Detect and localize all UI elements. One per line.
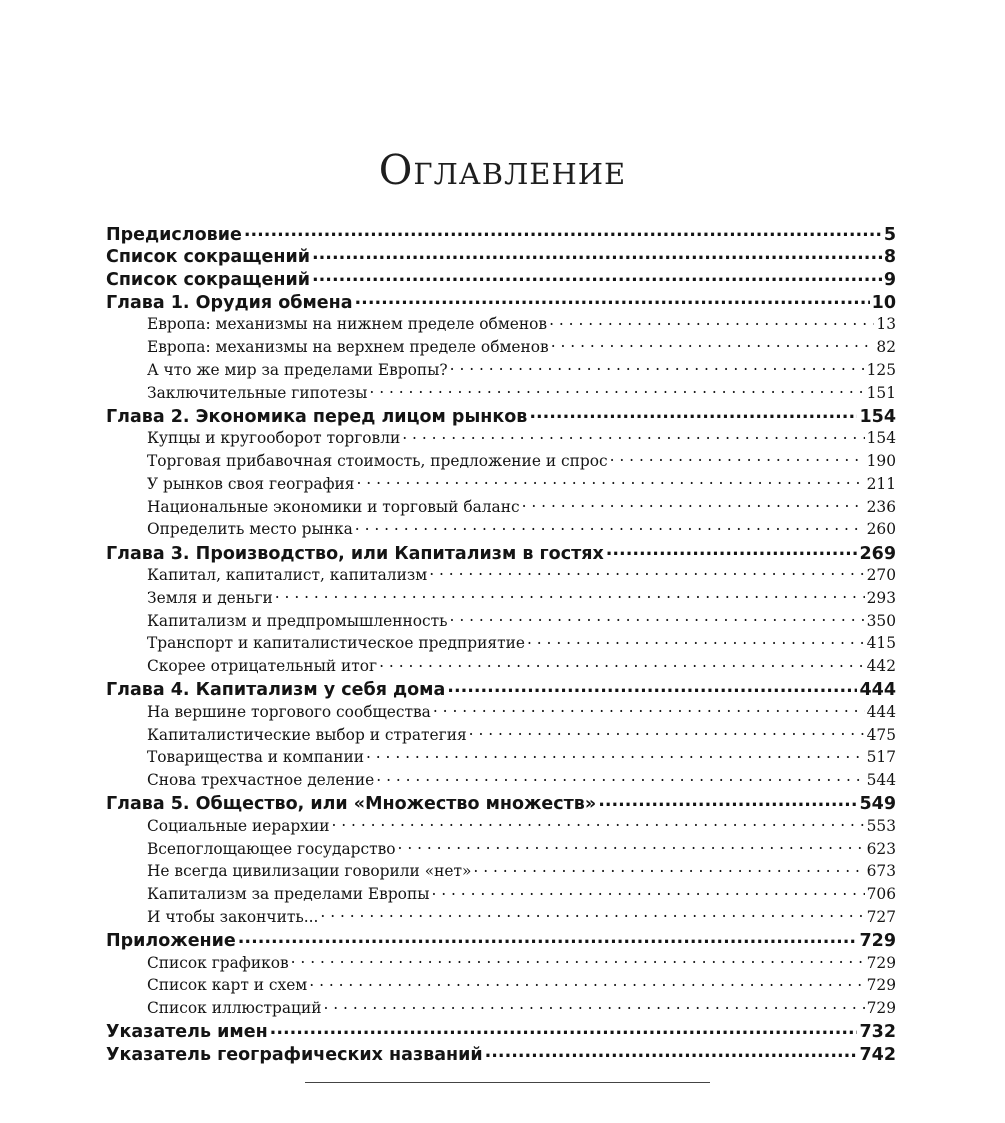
toc-entry-page-number: 442	[866, 657, 896, 676]
toc-section-entry[interactable]	[106, 746, 896, 769]
dot-leader	[379, 656, 864, 671]
toc-entry-page-number: 673	[866, 862, 896, 881]
toc-entry-title: Список карт и схем	[147, 976, 308, 995]
toc-entry-page-number: 732	[859, 1022, 896, 1043]
toc-entry-title: Глава 3. Производство, или Капитализм в гостях	[106, 543, 604, 564]
dot-leader	[433, 701, 865, 716]
toc-entry-title: Заключительные гипотезы	[147, 383, 368, 402]
toc-entry-page-number: 5	[883, 224, 896, 245]
toc-entry-title: Список графиков	[147, 953, 289, 972]
toc-section-entry[interactable]	[106, 838, 896, 861]
toc-entry-title: Капиталистические выбор и стратегия	[147, 725, 467, 744]
toc-chapter-entry[interactable]	[106, 929, 896, 952]
toc-entry-page-number: 729	[866, 953, 896, 972]
toc-chapter-entry[interactable]	[106, 222, 896, 245]
toc-section-entry[interactable]	[106, 313, 896, 336]
toc-entry-title: Не всегда цивилизации говорили «нет»	[147, 862, 472, 881]
toc-section-entry[interactable]	[106, 587, 896, 610]
toc-entry-page-number: 190	[866, 451, 896, 470]
toc-entry-page-number: 415	[866, 634, 896, 653]
toc-entry-title: Земля и деньги	[147, 588, 273, 607]
toc-entry-page-number: 211	[866, 474, 896, 493]
dot-leader	[309, 975, 864, 990]
dot-leader	[312, 268, 882, 286]
toc-entry-page-number: 270	[866, 565, 896, 584]
toc-section-entry[interactable]	[106, 610, 896, 633]
dot-leader	[598, 792, 857, 810]
toc-entry-page-number: 293	[866, 588, 896, 607]
dot-leader	[270, 1020, 858, 1038]
toc-entry-page-number: 544	[866, 771, 896, 790]
toc-entry-title: И чтобы закончить...	[147, 907, 319, 926]
toc-entry-page-number: 727	[866, 907, 896, 926]
toc-section-entry[interactable]	[106, 883, 896, 906]
toc-entry-title: Глава 5. Общество, или «Множество множеств»	[106, 794, 597, 815]
toc-entry-page-number: 729	[866, 999, 896, 1018]
dot-leader	[376, 770, 864, 785]
toc-section-entry[interactable]	[106, 974, 896, 997]
toc-entry-page-number: 729	[859, 931, 896, 952]
toc-section-entry[interactable]	[106, 496, 896, 519]
toc-section-entry[interactable]	[106, 518, 896, 541]
page-title: Оглавление	[378, 146, 627, 194]
toc-section-entry[interactable]	[106, 359, 896, 382]
dot-leader	[357, 473, 865, 488]
toc-entry-page-number: 8	[883, 247, 896, 268]
toc-entry-page-number: 549	[859, 794, 896, 815]
toc-entry-page-number: 623	[866, 839, 896, 858]
toc-section-entry[interactable]	[106, 815, 896, 838]
toc-entry-title: Европа: механизмы на верхнем пределе обменов	[147, 337, 549, 356]
toc-entry-title: Приложение	[106, 931, 236, 952]
toc-entry-title: Социальные иерархии	[147, 816, 330, 835]
toc-chapter-entry[interactable]	[106, 1020, 896, 1043]
toc-chapter-entry[interactable]	[106, 678, 896, 701]
toc-section-entry[interactable]	[106, 997, 896, 1020]
dot-leader	[447, 678, 857, 696]
toc-entry-title: А что же мир за пределами Европы?	[147, 360, 448, 379]
toc-section-entry[interactable]	[106, 427, 896, 450]
toc-entry-title: Скорее отрицательный итог	[147, 657, 378, 676]
toc-section-entry[interactable]	[106, 336, 896, 359]
dot-leader	[450, 610, 865, 625]
toc-entry-page-number: 444	[859, 680, 896, 701]
dot-leader	[485, 1043, 858, 1061]
toc-entry-title: Товарищества и компании	[147, 748, 364, 767]
toc-entry-page-number: 260	[866, 520, 896, 539]
toc-chapter-entry[interactable]	[106, 541, 896, 564]
toc-entry-page-number: 13	[876, 315, 896, 334]
toc-entry-page-number: 125	[866, 360, 896, 379]
dot-leader	[312, 245, 882, 263]
toc-chapter-entry[interactable]	[106, 1043, 896, 1066]
toc-entry-page-number: 350	[866, 611, 896, 630]
toc-section-entry[interactable]	[106, 860, 896, 883]
dot-leader	[320, 907, 864, 922]
toc-section-entry[interactable]	[106, 724, 896, 747]
dot-leader	[331, 815, 864, 830]
toc-entry-page-number: 10	[871, 292, 896, 313]
toc-entry-page-number: 154	[859, 406, 896, 427]
toc-entry-title: Национальные экономики и торговый баланс	[147, 497, 520, 516]
dot-leader	[606, 541, 858, 559]
toc-section-entry[interactable]	[106, 655, 896, 678]
toc-entry-title: Европа: механизмы на нижнем пределе обменов	[147, 315, 548, 334]
dot-leader	[402, 428, 864, 443]
toc-entry-title: На вершине торгового сообщества	[147, 702, 431, 721]
toc-entry-page-number: 82	[876, 337, 896, 356]
toc-section-entry[interactable]	[106, 769, 896, 792]
toc-entry-title: Определить место рынка	[147, 520, 353, 539]
toc-entry-title: Предисловие	[106, 224, 242, 245]
dot-leader	[529, 404, 857, 422]
toc-section-entry[interactable]	[106, 564, 896, 587]
dot-leader	[398, 838, 865, 853]
toc-entry-title: Всепоглощающее государство	[147, 839, 396, 858]
dot-leader	[291, 952, 865, 967]
toc-entry-page-number: 269	[859, 543, 896, 564]
toc-entry-page-number: 706	[866, 885, 896, 904]
dot-leader	[366, 747, 865, 762]
bottom-divider	[305, 1082, 710, 1083]
toc-section-entry[interactable]	[106, 450, 896, 473]
toc-entry-page-number: 444	[866, 702, 896, 721]
dot-leader	[469, 724, 865, 739]
toc-section-entry[interactable]	[106, 952, 896, 975]
toc-entry-title: Снова трехчастное деление	[147, 771, 375, 790]
toc-entry-title: Торговая прибавочная стоимость, предложение и спрос	[147, 451, 608, 470]
toc-entry-title: Капитализм и предпромышленность	[147, 611, 448, 630]
toc-chapter-entry[interactable]	[106, 268, 896, 291]
dot-leader	[238, 929, 858, 947]
toc-entry-page-number: 729	[866, 976, 896, 995]
dot-leader	[429, 565, 864, 580]
toc-entry-title: Список сокращений	[106, 247, 311, 268]
toc-entry-title: Указатель географических названий	[106, 1045, 483, 1066]
toc-chapter-entry[interactable]	[106, 404, 896, 427]
toc-entry-page-number: 475	[866, 725, 896, 744]
toc-chapter-entry[interactable]	[106, 290, 896, 313]
toc-entry-page-number: 154	[866, 429, 896, 448]
toc-entry-page-number: 9	[883, 270, 896, 291]
toc-entry-page-number: 236	[866, 497, 896, 516]
dot-leader	[431, 884, 864, 899]
toc-entry-title: Глава 2. Экономика перед лицом рынков	[106, 406, 528, 427]
dot-leader	[369, 382, 864, 397]
toc-section-entry[interactable]	[106, 632, 896, 655]
dot-leader	[522, 496, 865, 511]
toc-section-entry[interactable]	[106, 473, 896, 496]
toc-entry-title: Указатель имен	[106, 1022, 268, 1043]
toc-entry-title: Транспорт и капиталистическое предприятие	[147, 634, 525, 653]
toc-chapter-entry[interactable]	[106, 792, 896, 815]
toc-entry-title: Капитализм за пределами Европы	[147, 885, 430, 904]
dot-leader	[355, 290, 870, 308]
dot-leader	[450, 359, 865, 374]
toc-entry-title: Список иллюстраций	[147, 999, 322, 1018]
toc-entry-title: У рынков своя география	[147, 474, 355, 493]
toc-entry-page-number: 553	[866, 816, 896, 835]
dot-leader	[473, 861, 864, 876]
table-of-contents	[106, 222, 896, 1065]
toc-section-entry[interactable]	[106, 701, 896, 724]
toc-section-entry[interactable]	[106, 382, 896, 405]
toc-section-entry[interactable]	[106, 906, 896, 929]
dot-leader	[355, 519, 865, 534]
toc-entry-title: Купцы и кругооборот торговли	[147, 429, 401, 448]
toc-entry-page-number: 151	[866, 383, 896, 402]
toc-entry-title: Список сокращений	[106, 270, 311, 291]
dot-leader	[527, 633, 865, 648]
toc-chapter-entry[interactable]	[106, 245, 896, 268]
dot-leader	[275, 587, 865, 602]
toc-entry-page-number: 742	[859, 1045, 896, 1066]
toc-entry-page-number: 517	[866, 748, 896, 767]
dot-leader	[610, 451, 865, 466]
toc-entry-title: Капитал, капиталист, капитализм	[147, 565, 428, 584]
dot-leader	[244, 222, 882, 240]
dot-leader	[551, 337, 875, 352]
dot-leader	[549, 314, 874, 329]
dot-leader	[323, 998, 864, 1013]
toc-entry-title: Глава 1. Орудия обмена	[106, 292, 353, 313]
toc-entry-title: Глава 4. Капитализм у себя дома	[106, 680, 446, 701]
